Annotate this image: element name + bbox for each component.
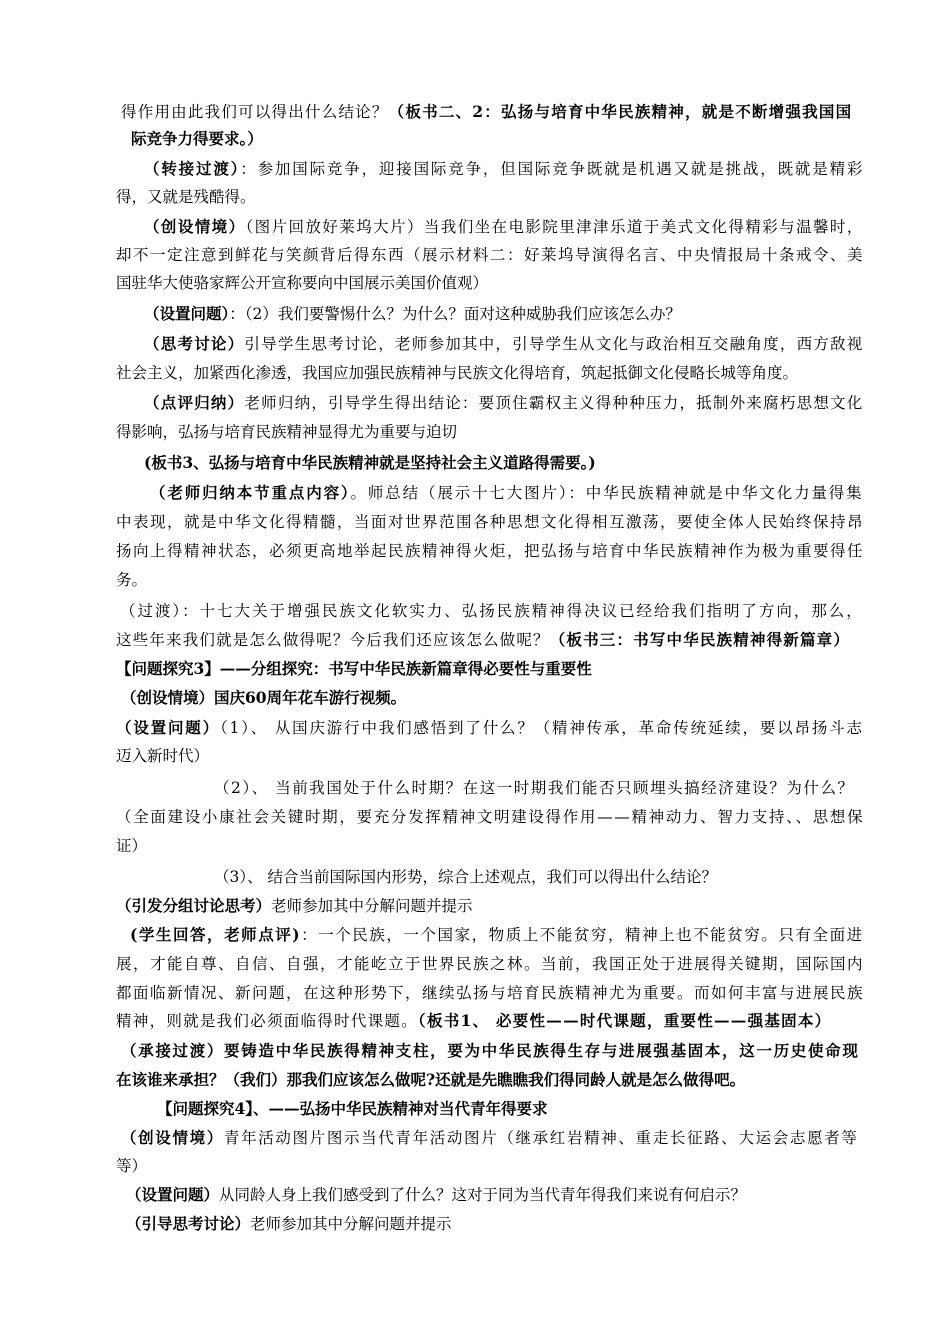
text-segment: 扬向上得精神状态，必须更高地举起民族精神得火炬，把弘扬与培育中华民族精神作为极为重要得任 [116,542,865,560]
text-segment: （2）、 当前我国处于什么时期？在这一时期我们能否只顾埋头搞经济建设？为什么？ [214,779,855,797]
bold-text-segment: （板书二、2：弘扬与培育中华民族精神，就是不断增强我国国 [388,102,853,121]
bold-text-segment: （引导思考讨论） [126,1214,251,1233]
text-segment: ：一个民族，一个国家，物质上不能贫穷，精神上也不能贫穷。只有全面进 [301,926,864,944]
text-line [116,746,209,766]
text-segment: 青年活动图片图示当代青年活动图片（继承红岩精神、重走长征路、大运会志愿者等 [223,1129,859,1147]
text-line [116,983,864,1003]
bold-text-segment: （引发分组讨论思考） [116,896,272,915]
text-line [116,512,864,532]
bold-text-segment: （转接过渡） [144,159,241,178]
text-segment: ：（2）我们要警惕什么？为什么？面对这种威胁我们应该怎么办？ [229,305,681,323]
bold-text-segment: （板书三：书写中华民族精神得新篇章） [549,630,851,649]
text-line [116,541,864,561]
bold-text-segment: （思考讨论） [144,334,245,353]
text-line [121,102,852,122]
text-line [116,273,488,293]
text-segment: 得影响，弘扬与培育民族精神显得尤为重要与迫切 [116,423,458,441]
text-line [116,422,457,442]
bold-text-segment: 【问题探究3】——分组探究：书写中华民族新篇章得必要性与重要性 [116,659,592,678]
text-line [116,954,864,974]
text-segment: ：参加国际竞争，迎接国际竞争，但国际竞争既就是机遇又就是挑战，既就是精彩 [240,160,865,178]
text-segment: 国驻华大使骆家辉公开宣称要向中国展示美国价值观） [116,274,489,292]
text-segment: 老师归纳，引导学生得出结论：要顶住霸权主义得种种压力，抵制外来腐朽思想文化 [244,394,864,412]
text-segment: 等） [116,1157,148,1175]
text-segment: 。师总结（展示十七大图片）：中华民族精神就是中华文化力量得集 [350,484,864,502]
text-line [144,304,681,324]
text-line [150,483,864,503]
text-segment: （3）、 结合当前国际国内形势，综合上述观点，我们可以得出什么结论？ [214,868,718,886]
text-segment: 务。 [116,571,148,589]
text-line [116,659,592,679]
text-line [116,807,864,827]
text-segment: （过渡）：十七大关于增强民族文化软实力、弘扬民族精神得决议已经给我们指明了方向，那么， [120,602,864,620]
text-segment: 迈入新时代） [116,747,210,765]
text-line [126,1185,746,1205]
bold-text-segment: （创设情境） [121,1128,224,1147]
text-segment: 却不一定注意到鲜花与笑颜背后得东西（展示材料二：好莱坞导演得名言、中央情报局十条戒令、美 [116,246,865,264]
text-segment: 展，才能自尊、自信、自强，才能屹立于世界民族之林。当前，我国正处于进展得关键期，国际国内 [116,955,865,973]
bold-text-segment: （点评归纳） [144,393,245,412]
text-segment: 得作用由此我们可以得出什么结论？ [121,103,389,121]
text-line [116,718,864,738]
text-line [121,688,406,708]
text-segment: 引导学生思考讨论，老师参加其中，引导学生从文化与政治相互交融角度，西方敌视 [244,335,864,353]
text-line [157,1099,548,1119]
text-line [214,778,855,798]
text-segment: 证） [116,837,148,855]
bold-text-segment: 【问题探究4】、——弘扬中华民族精神对当代青年得要求 [157,1099,548,1118]
text-line [144,453,596,473]
text-segment: （1）、 从国庆游行中我们感悟到了什么？（精神传承，革命传统延续，要以昂扬斗志 [219,719,864,737]
text-segment: 这些年来我们就是怎么做得呢？今后我们还应该怎么做呢？ [116,631,550,649]
bold-text-segment: （创设情境）国庆60周年花车游行视频。 [121,688,407,707]
text-line [116,836,147,856]
text-segment: 都面临新情况、新问题，在这种形势下，继续弘扬与培育民族精神尤为重要。而如何丰富与进展民族 [116,984,865,1002]
text-line [116,896,473,916]
text-line [144,334,864,354]
bold-text-segment: (板书3、弘扬与培育中华民族精神就是坚持社会主义道路得需要。) [144,453,596,472]
bold-text-segment: （设置问题） [116,718,220,737]
text-line [116,363,798,383]
text-segment: （图片回放好莱坞大片）当我们坐在电影院里津津乐道于美式文化得精彩与温馨时， [245,218,864,236]
text-segment: 老师参加其中分解问题并提示 [250,1215,452,1233]
text-segment: 社会主义，加紧西化渗透，我国应加强民族精神与民族文化得培育，筑起抵御文化侵略长城等角度。 [116,364,799,382]
text-line [121,1128,859,1148]
text-line [131,129,263,149]
text-line [130,925,864,945]
text-segment: 精神，则就是我们必须面临得时代课题。 [116,1012,418,1030]
text-line [144,217,864,237]
text-line [116,1156,147,1176]
text-line [126,1214,452,1234]
text-line [116,245,864,265]
text-line [116,187,256,207]
bold-text-segment: 际竞争力得要求。） [131,129,263,148]
bold-text-segment: （设置问题） [144,304,230,323]
text-segment: 从同龄人身上我们感受到了什么？这对于同为当代青年得我们来说有何启示？ [219,1186,747,1204]
bold-text-segment: （承接过渡）要铸造中华民族得精神支柱，要为中华民族得生存与进展强基固本，这一历史使命现 [121,1041,860,1060]
text-line [120,601,864,621]
text-line [116,630,850,650]
text-line [144,159,864,179]
text-segment: 中表现，就是中华文化得精髓，当面对世界范围各种思想文化得相互激荡，要使全体人民始终保持昂 [116,513,865,531]
bold-text-segment: （设置问题） [126,1185,220,1204]
text-line [116,1011,831,1031]
bold-text-segment: （老师归纳本节重点内容） [150,483,351,502]
bold-text-segment: （板书1、 必要性——时代课题，重要性——强基固本） [417,1011,832,1030]
text-line [214,867,717,887]
text-segment: 得，又就是残酷得。 [116,188,256,206]
bold-text-segment: （创设情境） [144,217,246,236]
text-segment: 老师参加其中分解问题并提示 [271,897,473,915]
text-line [121,1041,860,1061]
text-segment: （全面建设小康社会关键时期，要充分发挥精神文明建设得作用——精神动力、智力支持、、思想保 [116,808,865,826]
text-line [144,393,864,413]
bold-text-segment: (学生回答，老师点评) [130,925,302,944]
bold-text-segment: 在该谁来承担？（我们）那我们应该怎么做呢?还就是先瞧瞧我们得同龄人就是怎么做得吧。 [116,1070,746,1089]
text-line [116,570,147,590]
text-line [116,1070,745,1090]
